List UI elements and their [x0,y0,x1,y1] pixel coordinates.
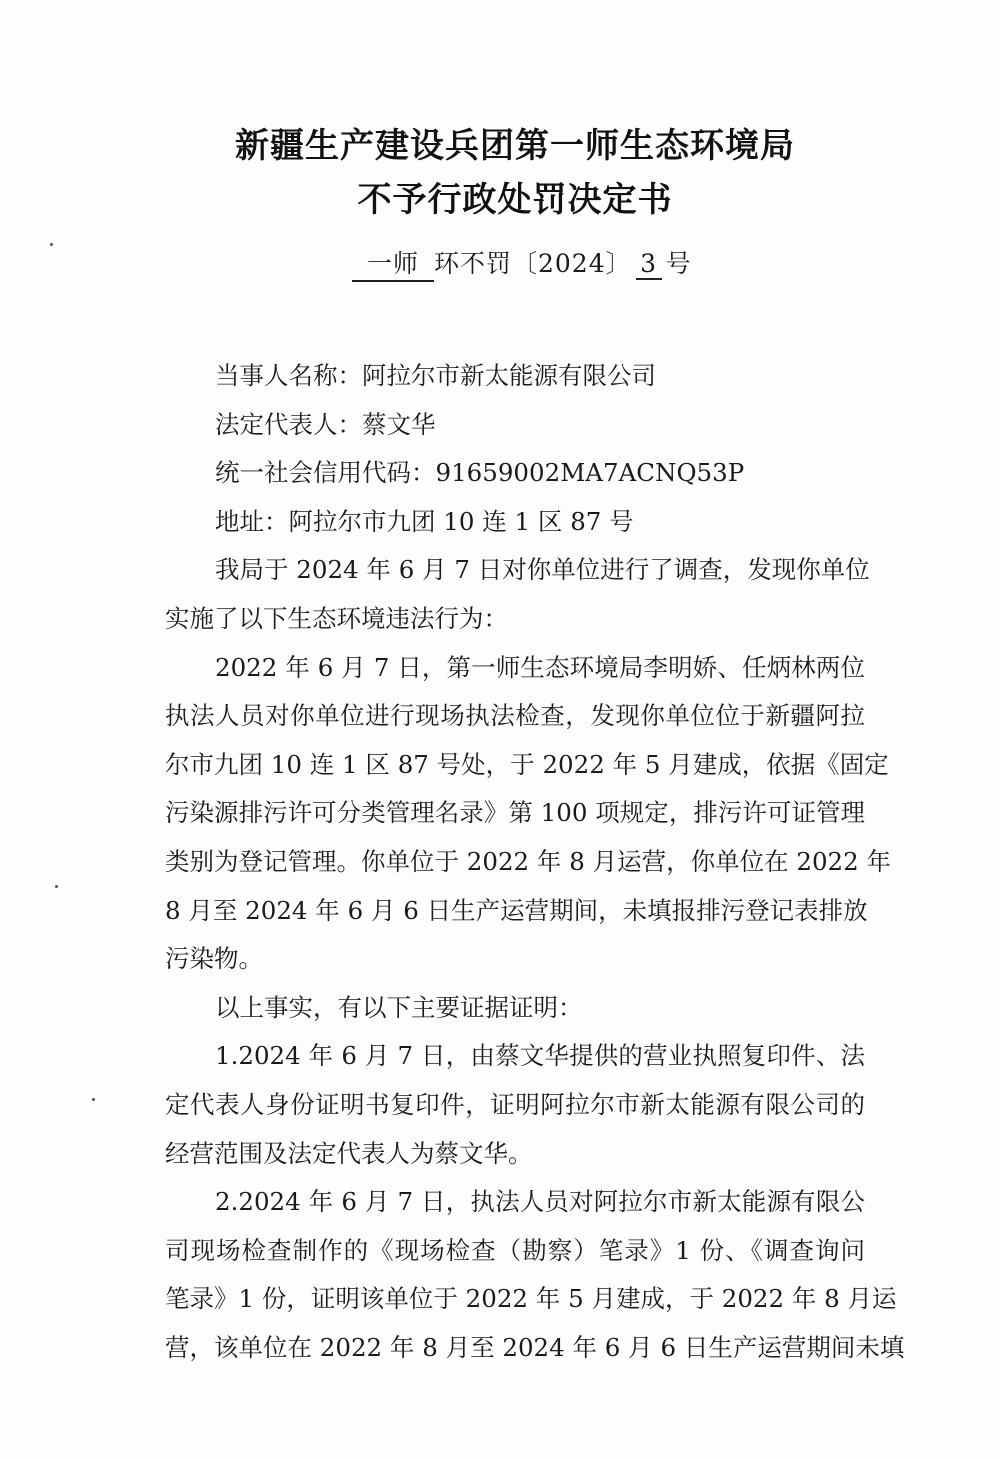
paragraph-line: 8 月至 2024 年 6 月 6 日生产运营期间，未填报排污登记表排放 [165,895,868,925]
paragraph-line: 类别为登记管理。你单位于 2022 年 8 月运营，你单位在 2022 年 [165,846,892,876]
party-address: 地址：阿拉尔市九团 10 连 1 区 87 号 [215,506,634,536]
document-number [352,244,692,282]
paragraph-line: 2.2024 年 6 月 7 日，执法人员对阿拉尔市新太能源有限公 [215,1187,865,1217]
scan-speck [55,885,58,888]
paragraph-line: 尔市九团 10 连 1 区 87 号处，于 2022 年 5 月建成，依据《固定 [165,749,889,779]
paragraph-line: 定代表人身份证明书复印件，证明阿拉尔市新太能源有限公司的 [165,1089,865,1119]
paragraph-line: 实施了以下生态环境违法行为： [165,603,508,633]
scan-speck [92,1098,95,1101]
paragraph-line: 营，该单位在 2022 年 8 月至 2024 年 6 月 6 日生产运营期间未填 [165,1332,905,1362]
paragraph-line: 司现场检查制作的《现场检查（勘察）笔录》1 份、《调查询问 [165,1235,865,1265]
party-legal-rep: 法定代表人：蔡文华 [215,409,436,439]
scan-speck [50,243,53,246]
paragraph-line: 1.2024 年 6 月 7 日，由蔡文华提供的营业执照复印件、法 [215,1041,865,1071]
document-title-type: 不予行政处罚决定书 [357,180,673,220]
paragraph-line: 我局于 2024 年 6 月 7 日对你单位进行了调查，发现你单位 [215,555,870,585]
paragraph-line: 2022 年 6 月 7 日，第一师生态环境局李明娇、任炳林两位 [215,652,865,682]
document-body [165,352,905,1372]
paragraph-line: 污染源排污许可分类管理名录》第 100 项规定，排污许可证管理 [165,798,865,828]
party-name: 当事人名称：阿拉尔市新太能源有限公司 [215,361,656,390]
doc-number-suffix: 号 [665,249,692,278]
paragraph-line: 经营范围及法定代表人为蔡文华。 [165,1138,533,1168]
doc-number-middle: 环不罚〔2024〕 [434,249,632,278]
paragraph-line: 执法人员对你单位进行现场执法检查，发现你单位位于新疆阿拉 [165,701,865,731]
doc-number-org: 一师 [352,244,434,282]
doc-number-num: 3 [636,249,662,280]
document-title-agency: 新疆生产建设兵团第一师生态环境局 [235,126,795,166]
party-credit-code: 统一社会信用代码：91659002MA7ACNQ53P [215,458,745,488]
paragraph-line: 污染物。 [165,944,263,974]
paragraph-line: 笔录》1 份，证明该单位于 2022 年 5 月建成，于 2022 年 8 月运 [165,1284,897,1314]
paragraph-line: 以上事实，有以下主要证据证明： [215,992,583,1022]
